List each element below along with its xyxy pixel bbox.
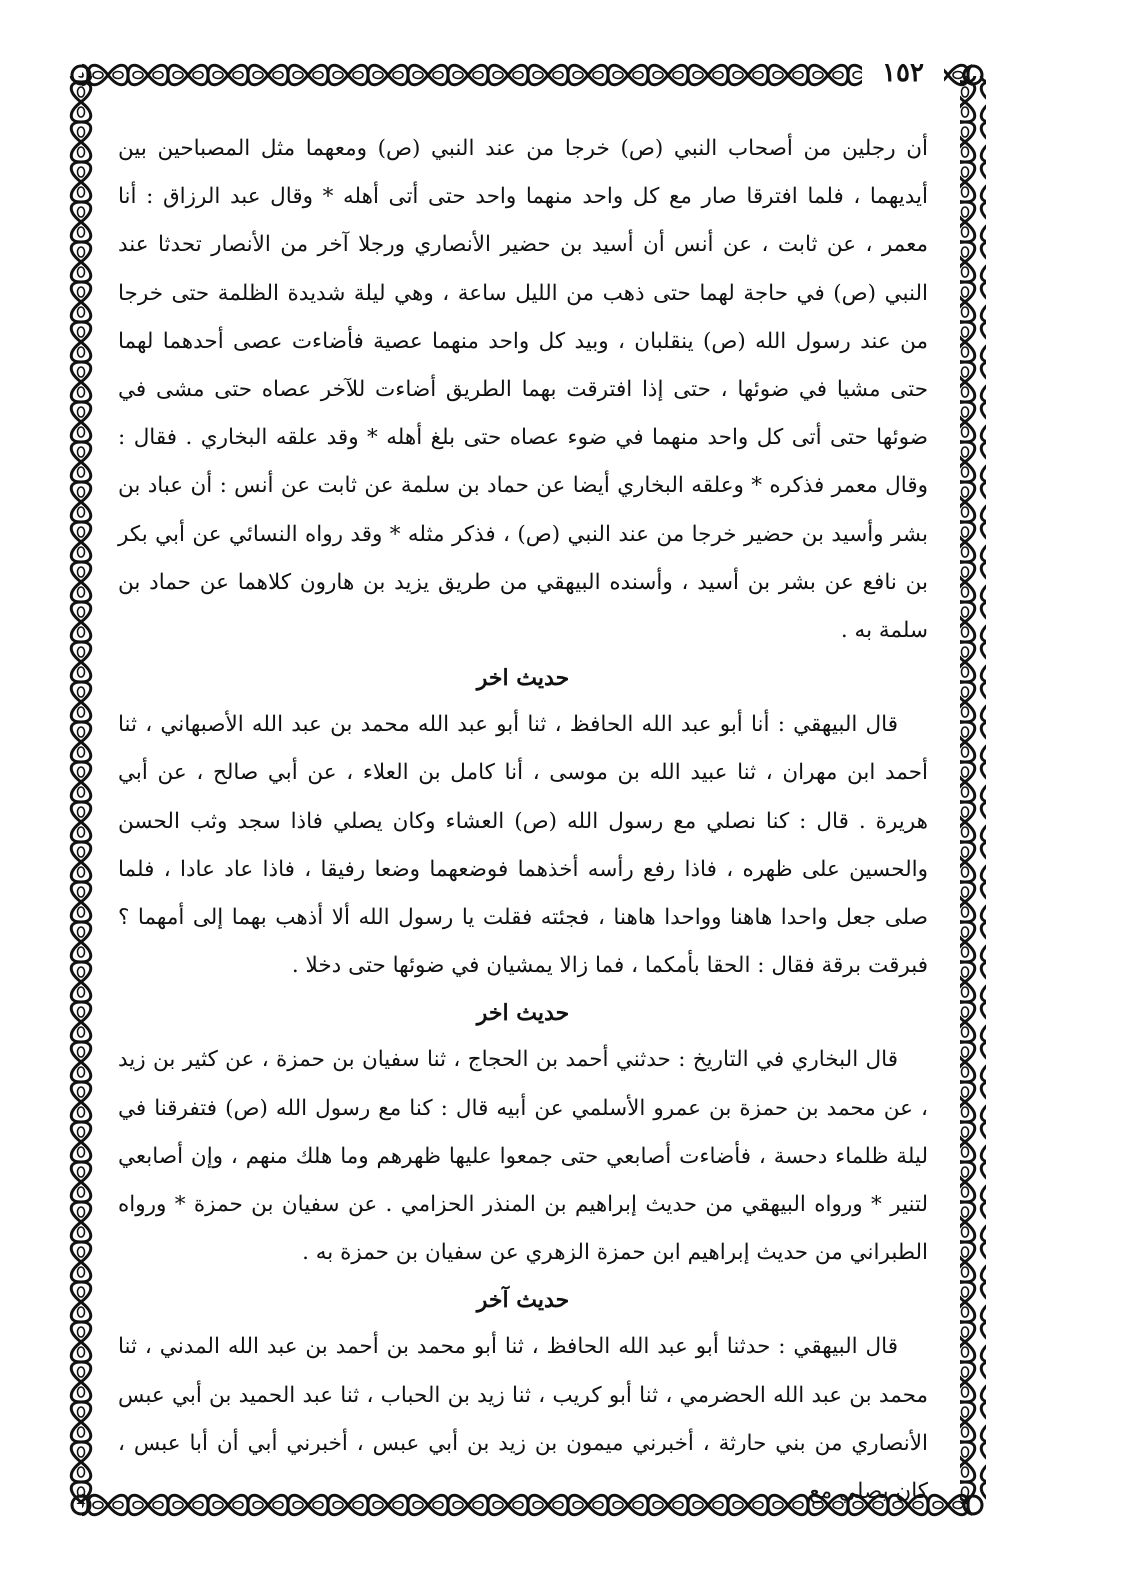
- page-number: ١٥٢: [862, 58, 944, 88]
- section-heading-2: حديث اخر: [476, 1000, 570, 1027]
- section-heading-1: حديث اخر: [476, 665, 570, 692]
- section-heading-3: حديث آخر: [476, 1287, 570, 1314]
- paragraph-4: قال البيهقي : حدثنا أبو عبد الله الحافظ ، ثنا أبو محمد بن أحمد بن عبد الله المدني ، ثنا محمد بن عبد الله الحضرمي ، ثنا أبو كريب ، ثنا زيد بن الحباب ، ثنا عبد الحميد بن أبي عبس الأنصاري من بني حارثة ، أخبرني ميمون بن زيد بن أبي عبس ، أخبرني أبي أن أبا عبس ، كان يصلي مع: [118, 1334, 928, 1505]
- page-body: [118, 125, 928, 1505]
- paragraph-3: قال البخاري في التاريخ : حدثني أحمد بن الحجاج ، ثنا سفيان بن حمزة ، عن كثير بن زيد ، عن محمد بن حمزة بن عمرو الأسلمي عن أبيه قال : كنا مع رسول الله (ص) فتفرقنا في ليلة ظلماء دحسة ، فأضاءت أصابعي حتى جمعوا عليها ظهرهم وما هلك منهم ، وإن أصابعي لتنير * ورواه البيهقي من حديث إبراهيم بن المنذر الحزامي . عن سفيان بن حمزة * ورواه الطبراني من حديث إبراهيم ابن حمزة الزهري عن سفيان بن حمزة به .: [118, 1047, 928, 1266]
- paragraph-1: أن رجلين من أصحاب النبي (ص) خرجا من عند النبي (ص) ومعهما مثل المصباحين بين أيديهما ، فلما افترقا صار مع كل واحد منهما واحد حتى أتى أهله * وقال عبد الرزاق : أنا معمر ، عن ثابت ، عن أنس أن أسيد بن حضير الأنصاري ورجلا آخر من الأنصار تحدثا عند النبي (ص) في حاجة لهما حتى ذهب من الليل ساعة ، وهي ليلة شديدة الظلمة حتى خرجا من عند رسول الله (ص) ينقلبان ، وبيد كل واحد منهما عصية فأضاءت عصى أحدهما لهما حتى مشيا في ضوئها ، حتى إذا افترقت بهما الطريق أضاءت للآخر عصاه حتى مشى في ضوئها حتى أتى كل واحد منهما في ضوء عصاه حتى بلغ أهله * وقد علقه البخاري . فقال : وقال معمر فذكره * وعلقه البخاري أيضا عن حماد بن سلمة عن ثابت عن أنس : أن عباد بن بشر وأسيد بن حضير خرجا من عند النبي (ص) ، فذكر مثله * وقد رواه النسائي عن أبي بكر بن نافع عن بشر بن أسيد ، وأسنده البيهقي من طريق يزيد بن هارون كلاهما عن حماد بن سلمة به .: [118, 136, 928, 644]
- paragraph-2: قال البيهقي : أنا أبو عبد الله الحافظ ، ثنا أبو عبد الله محمد بن عبد الله الأصبهاني ، ثنا أحمد ابن مهران ، ثنا عبيد الله بن موسى ، أنا كامل بن العلاء ، عن أبي صالح ، عن أبي هريرة . قال : كنا نصلي مع رسول الله (ص) العشاء وكان يصلي فاذا سجد وثب الحسن والحسين على ظهره ، فاذا رفع رأسه أخذهما فوضعهما وضعا رفيقا ، فاذا عاد عادا ، فلما صلى جعل واحدا هاهنا وواحدا هاهنا ، فجئته فقلت يا رسول الله ألا أذهب بهما إلى أمهما ؟ فبرقت برقة فقال : الحقا بأمكما ، فما زالا يمشيان في ضوئها حتى دخلا .: [118, 712, 928, 979]
